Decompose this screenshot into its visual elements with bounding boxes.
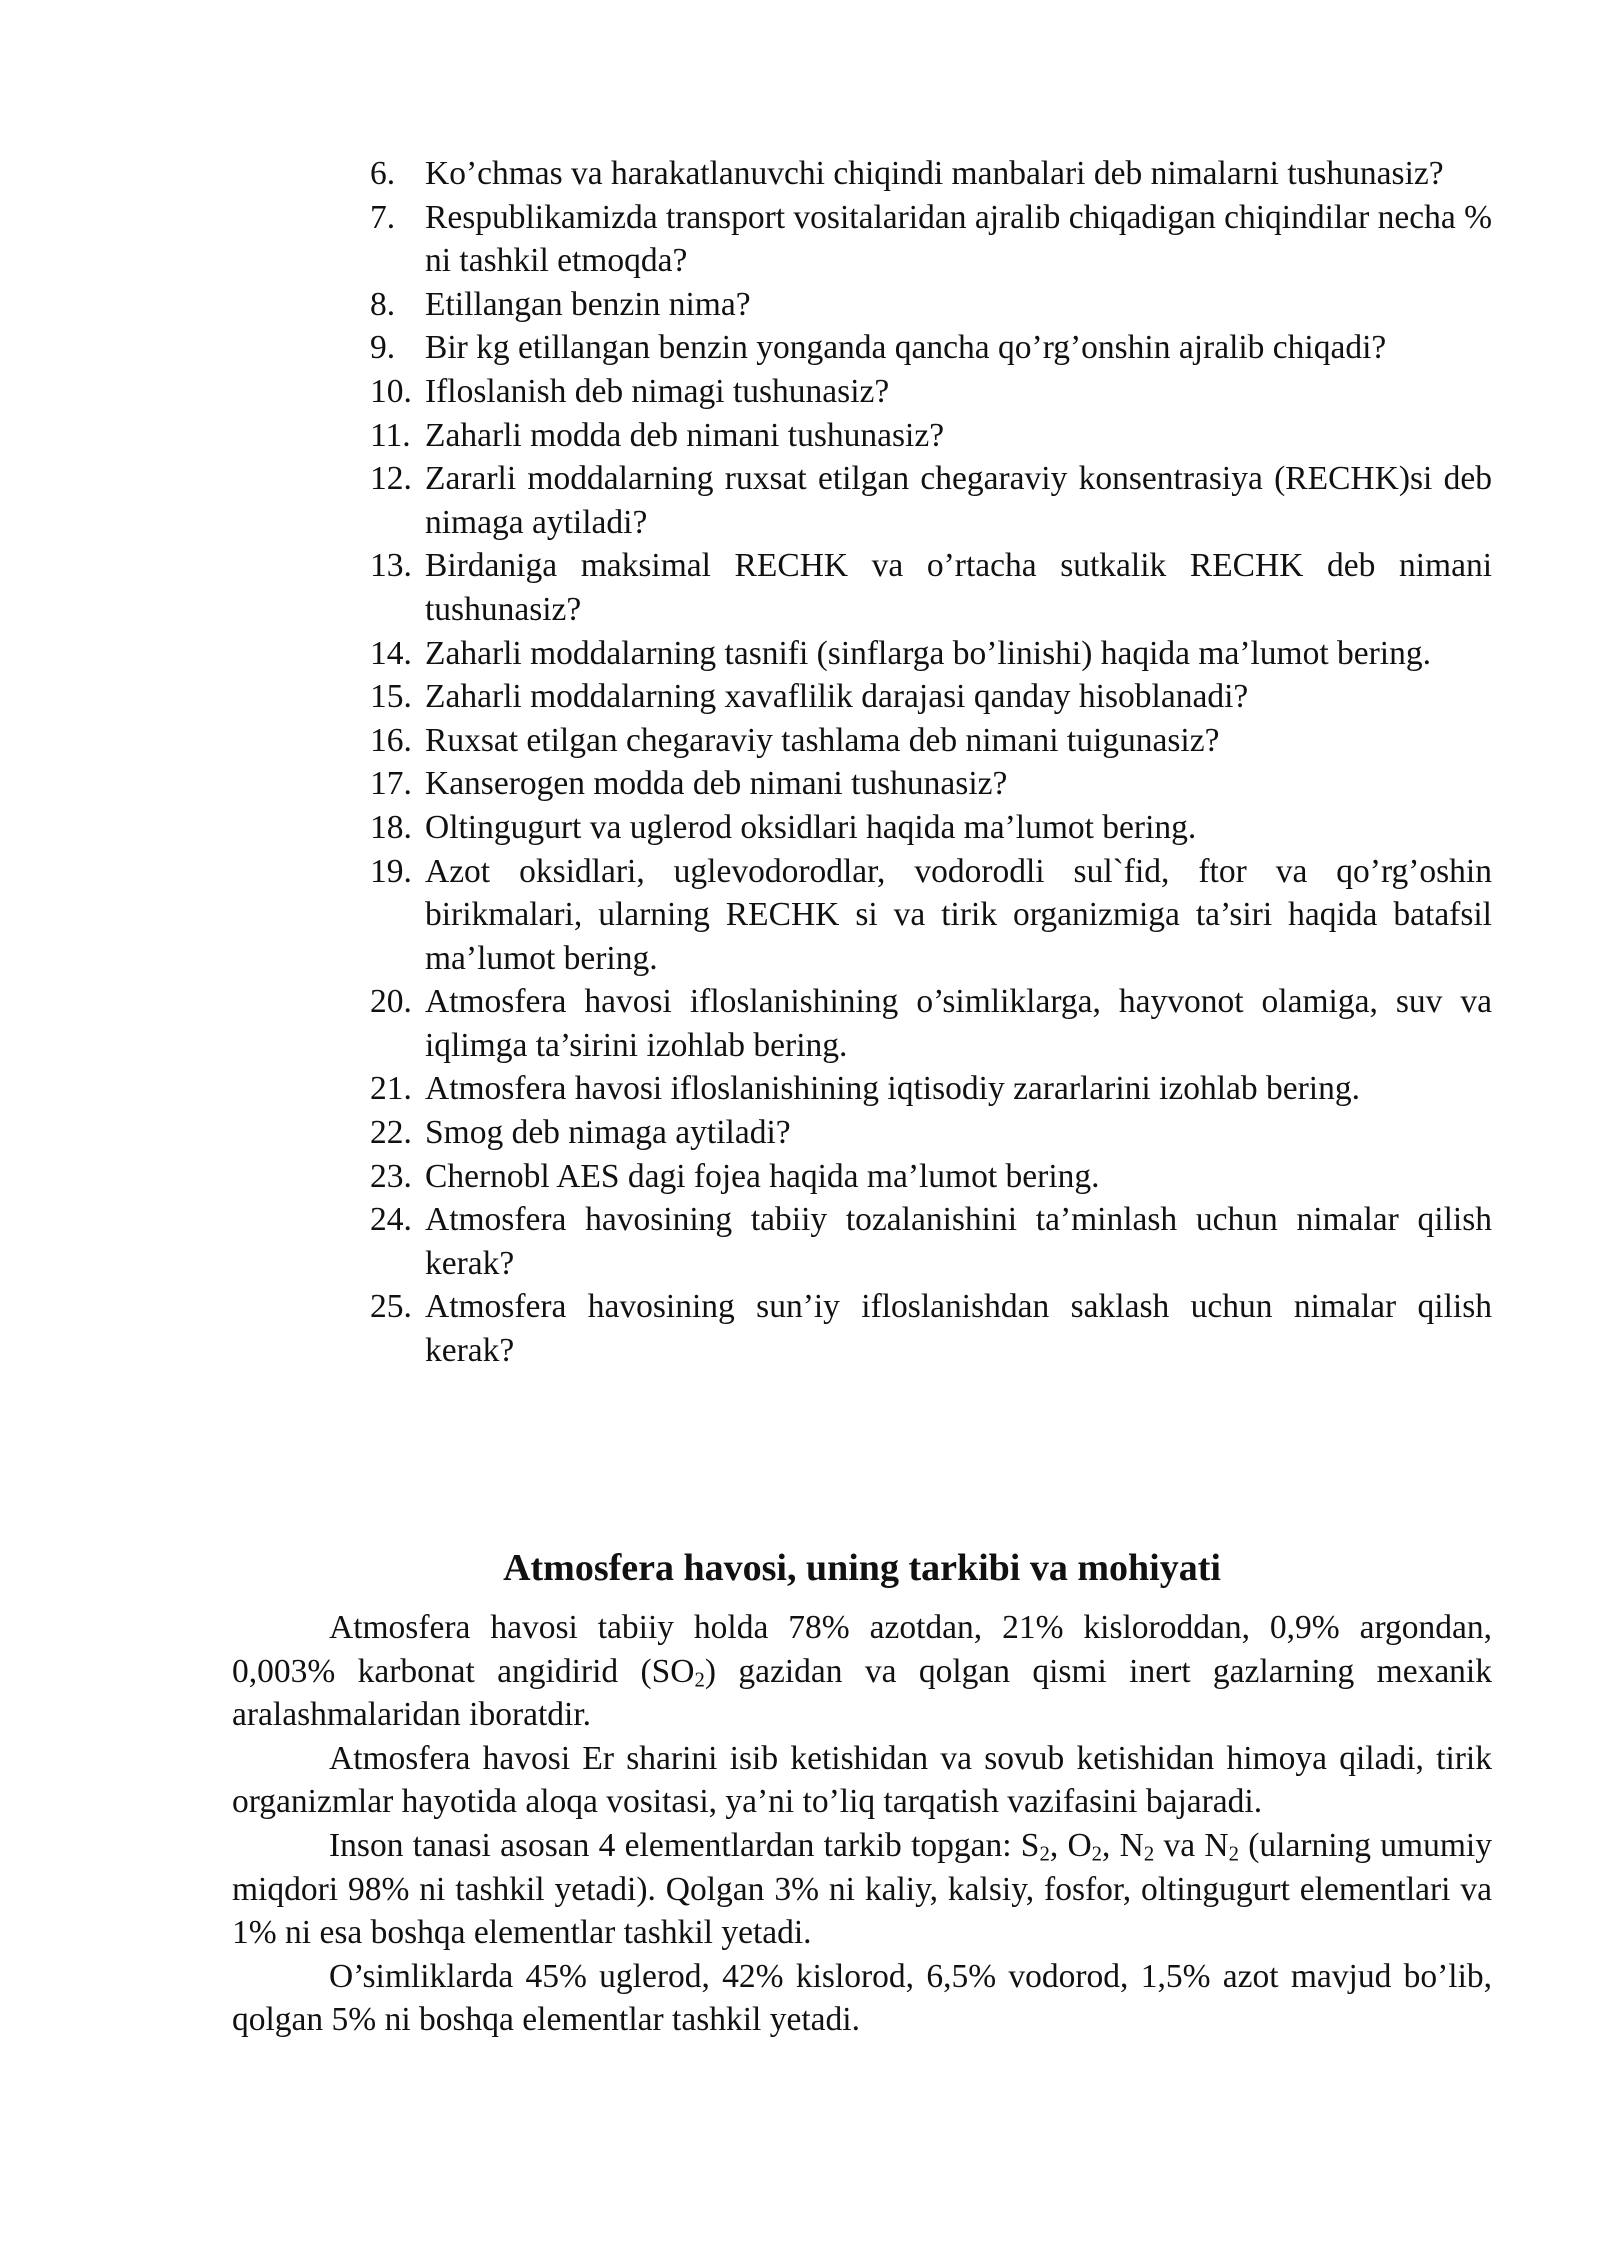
question-item bbox=[370, 283, 1492, 327]
question-item bbox=[370, 675, 1492, 719]
question-text: Ruxsat etilgan chegaraviy tashlama deb nimani tuigunasiz? bbox=[425, 721, 1220, 759]
question-item bbox=[370, 326, 1492, 370]
paragraph-air-protection: Atmosfera havosi Er sharini isib ketishidan va sovub ketishidan himoya qiladi, tirik organizmlar hayotida aloqa vositasi, ya’ni to’liq tarqatish vazifasini bajaradi. bbox=[232, 1739, 1492, 1821]
question-number: 17. bbox=[370, 765, 412, 803]
question-item bbox=[370, 414, 1492, 458]
question-text: Atmosfera havosining tabiiy tozalanishini ta’minlash uchun nimalar qilish kerak? bbox=[425, 1201, 1492, 1282]
question-list bbox=[370, 152, 1492, 1373]
text-run: ) gazidan va qolgan qismi inert gazlarning mexanik aralashmalaridan iboratdir. bbox=[232, 1652, 1492, 1734]
text-run: Inson tanasi asosan 4 elementlardan tarkib topgan: S bbox=[329, 1826, 1040, 1864]
question-item bbox=[370, 632, 1492, 676]
question-item bbox=[370, 980, 1492, 1067]
question-number: 25. bbox=[370, 1288, 412, 1326]
question-number: 14. bbox=[370, 634, 412, 672]
question-item bbox=[370, 1111, 1492, 1155]
question-text: Smog deb nimaga aytiladi? bbox=[425, 1114, 791, 1152]
paragraph-plants: O’simliklarda 45% uglerod, 42% kislorod, 6,5% vodorod, 1,5% azot mavjud bo’lib, qolgan 5% ni boshqa elementlar tashkil yetadi. bbox=[232, 1957, 1492, 2039]
text-run: , N bbox=[1102, 1826, 1144, 1864]
question-text: Azot oksidlari, uglevodorodlar, vodorodli sul`fid, ftor va qo’rg’oshin birikmalari, ularning RECHK si va tirik organizmiga ta’siri haqida batafsil ma’lumot bering. bbox=[425, 852, 1492, 977]
question-text: Kanserogen modda deb nimani tushunasiz? bbox=[425, 765, 1008, 803]
question-number: 23. bbox=[370, 1157, 412, 1195]
question-number: 8. bbox=[370, 285, 396, 323]
subscript: 2 bbox=[694, 1668, 705, 1692]
question-item bbox=[370, 1067, 1492, 1111]
question-number: 20. bbox=[370, 983, 412, 1021]
subscript: 2 bbox=[1228, 1842, 1239, 1866]
question-text: Ko’chmas va harakatlanuvchi chiqindi manbalari deb nimalarni tushunasiz? bbox=[425, 155, 1444, 192]
question-item bbox=[370, 1155, 1492, 1199]
question-text: Atmosfera havosi ifloslanishining o’simliklarga, hayvonot olamiga, suv va iqlimga ta’sirini izohlab bering. bbox=[425, 983, 1492, 1064]
question-item bbox=[370, 1198, 1492, 1285]
question-text: Chernobl AES dagi fojea haqida ma’lumot bering. bbox=[425, 1157, 1100, 1195]
question-item bbox=[370, 457, 1492, 544]
question-text: Ifloslanish deb nimagi tushunasiz? bbox=[425, 372, 890, 410]
question-item bbox=[370, 850, 1492, 981]
subscript: 2 bbox=[1143, 1842, 1155, 1866]
question-number: 11. bbox=[370, 416, 411, 454]
question-number: 16. bbox=[370, 721, 412, 759]
subscript: 2 bbox=[1039, 1842, 1050, 1866]
question-text: Bir kg etillangan benzin yonganda qancha qo’rg’onshin ajralib chiqadi? bbox=[425, 329, 1387, 367]
question-text: Zaharli modda deb nimani tushunasiz? bbox=[425, 416, 945, 454]
question-number: 21. bbox=[370, 1070, 412, 1108]
question-text: Zararli moddalarning ruxsat etilgan chegaraviy konsentrasiya (RECHK)si deb nimaga aytiladi? bbox=[425, 460, 1492, 541]
question-item bbox=[370, 806, 1492, 850]
question-text: Birdaniga maksimal RECHK va o’rtacha sutkalik RECHK deb nimani tushunasiz? bbox=[425, 547, 1492, 628]
question-item bbox=[370, 544, 1492, 631]
question-number: 19. bbox=[370, 852, 412, 890]
paragraph-human-body bbox=[232, 1824, 1492, 1955]
question-item bbox=[370, 152, 1492, 196]
question-item bbox=[370, 762, 1492, 806]
question-text: Atmosfera havosining sun’iy ifloslanishdan saklash uchun nimalar qilish kerak? bbox=[425, 1288, 1492, 1370]
text-run: va N bbox=[1154, 1826, 1229, 1864]
question-text: Oltingugurt va uglerod oksidlari haqida ma’lumot bering. bbox=[425, 808, 1197, 846]
paragraph-air-composition bbox=[232, 1606, 1492, 1737]
question-number: 9. bbox=[370, 329, 396, 367]
question-text: Zaharli moddalarning tasnifi (sinflarga bo’linishi) haqida ma’lumot bering. bbox=[425, 634, 1431, 672]
text-run: Atmosfera havosi tabiiy holda 78% azotdan, 21% kisloroddan, 0,9% argondan, 0,003% karbonat angidirid (SO bbox=[232, 1609, 1492, 1690]
question-number: 10. bbox=[370, 372, 412, 410]
question-item bbox=[370, 196, 1492, 283]
text-run: , O bbox=[1049, 1826, 1092, 1864]
question-item bbox=[370, 370, 1492, 414]
question-number: 6. bbox=[370, 155, 396, 192]
question-item bbox=[370, 719, 1492, 763]
question-number: 15. bbox=[370, 678, 412, 716]
question-number: 7. bbox=[370, 198, 396, 236]
question-item bbox=[370, 1285, 1492, 1372]
question-text: Respublikamizda transport vositalaridan ajralib chiqadigan chiqindilar necha % ni tashkil etmoqda? bbox=[425, 198, 1492, 280]
question-number: 18. bbox=[370, 808, 412, 846]
question-number: 22. bbox=[370, 1114, 412, 1152]
question-number: 13. bbox=[370, 547, 412, 585]
question-text: Etillangan benzin nima? bbox=[425, 285, 751, 323]
section-heading: Atmosfera havosi, uning tarkibi va mohiyati bbox=[503, 1547, 1221, 1589]
question-number: 24. bbox=[370, 1201, 412, 1239]
question-text: Zaharli moddalarning xavaflilik darajasi qanday hisoblanadi? bbox=[425, 678, 1249, 716]
question-text: Atmosfera havosi ifloslanishining iqtisodiy zararlarini izohlab bering. bbox=[425, 1070, 1360, 1108]
text-run: (ularning umumiy miqdori 98% ni tashkil yetadi). Qolgan 3% ni kaliy, kalsiy, fosfor, oltingugurt elementlari va 1% ni esa boshqa elementlar tashkil yetadi. bbox=[232, 1826, 1492, 1952]
question-number: 12. bbox=[370, 460, 412, 498]
section-body bbox=[232, 1606, 1492, 2042]
subscript: 2 bbox=[1091, 1842, 1103, 1866]
